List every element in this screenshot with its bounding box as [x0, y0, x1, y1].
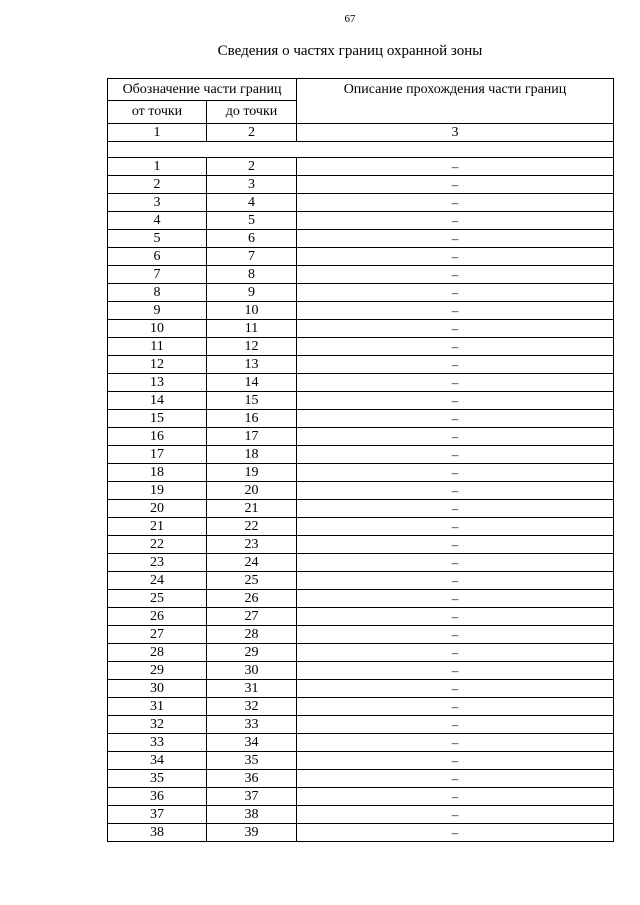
table-row: [108, 482, 614, 500]
to-point-cell: 9: [207, 284, 297, 302]
to-point-cell: 13: [207, 356, 297, 374]
to-point-cell: 29: [207, 644, 297, 662]
from-point-cell: 14: [108, 392, 207, 410]
description-cell: –: [297, 716, 614, 734]
from-point-cell: 2: [108, 176, 207, 194]
to-point-cell: 12: [207, 338, 297, 356]
description-cell: –: [297, 302, 614, 320]
table-row: [108, 770, 614, 788]
to-point-cell: 14: [207, 374, 297, 392]
header-to-point: до точки: [207, 101, 297, 124]
column-number-3: 3: [297, 124, 614, 142]
description-cell: –: [297, 770, 614, 788]
column-number-2: 2: [207, 124, 297, 142]
from-point-cell: 12: [108, 356, 207, 374]
from-point-cell: 10: [108, 320, 207, 338]
table-row: [108, 734, 614, 752]
description-cell: –: [297, 248, 614, 266]
table-row: [108, 536, 614, 554]
from-point-cell: 31: [108, 698, 207, 716]
column-number-1: 1: [108, 124, 207, 142]
to-point-cell: 32: [207, 698, 297, 716]
table-row: [108, 194, 614, 212]
description-cell: –: [297, 374, 614, 392]
from-point-cell: 15: [108, 410, 207, 428]
to-point-cell: 10: [207, 302, 297, 320]
description-cell: –: [297, 392, 614, 410]
description-cell: –: [297, 410, 614, 428]
to-point-cell: 39: [207, 824, 297, 842]
description-cell: –: [297, 500, 614, 518]
description-cell: –: [297, 320, 614, 338]
table-row: [108, 590, 614, 608]
description-cell: –: [297, 338, 614, 356]
table-row: [108, 500, 614, 518]
table-row: [108, 662, 614, 680]
table-row: [108, 752, 614, 770]
to-point-cell: 23: [207, 536, 297, 554]
table-row: [108, 572, 614, 590]
from-point-cell: 29: [108, 662, 207, 680]
from-point-cell: 26: [108, 608, 207, 626]
to-point-cell: 5: [207, 212, 297, 230]
description-cell: –: [297, 446, 614, 464]
description-cell: –: [297, 698, 614, 716]
to-point-cell: 38: [207, 806, 297, 824]
description-cell: –: [297, 356, 614, 374]
from-point-cell: 8: [108, 284, 207, 302]
from-point-cell: 7: [108, 266, 207, 284]
description-cell: –: [297, 734, 614, 752]
from-point-cell: 4: [108, 212, 207, 230]
from-point-cell: 3: [108, 194, 207, 212]
table-row: [108, 680, 614, 698]
table-row: [108, 230, 614, 248]
from-point-cell: 22: [108, 536, 207, 554]
from-point-cell: 21: [108, 518, 207, 536]
description-cell: –: [297, 482, 614, 500]
description-cell: –: [297, 176, 614, 194]
from-point-cell: 24: [108, 572, 207, 590]
table-row: [108, 266, 614, 284]
to-point-cell: 19: [207, 464, 297, 482]
from-point-cell: 16: [108, 428, 207, 446]
table-row: [108, 338, 614, 356]
description-cell: –: [297, 824, 614, 842]
from-point-cell: 13: [108, 374, 207, 392]
to-point-cell: 4: [207, 194, 297, 212]
to-point-cell: 21: [207, 500, 297, 518]
to-point-cell: 6: [207, 230, 297, 248]
from-point-cell: 11: [108, 338, 207, 356]
description-cell: –: [297, 572, 614, 590]
to-point-cell: 25: [207, 572, 297, 590]
description-cell: –: [297, 608, 614, 626]
to-point-cell: 30: [207, 662, 297, 680]
to-point-cell: 34: [207, 734, 297, 752]
table-row: [108, 302, 614, 320]
description-cell: –: [297, 158, 614, 176]
description-cell: –: [297, 752, 614, 770]
description-cell: –: [297, 536, 614, 554]
from-point-cell: 18: [108, 464, 207, 482]
table-row: [108, 284, 614, 302]
table-row: [108, 698, 614, 716]
to-point-cell: 2: [207, 158, 297, 176]
from-point-cell: 30: [108, 680, 207, 698]
from-point-cell: 38: [108, 824, 207, 842]
table-row: [108, 644, 614, 662]
description-cell: –: [297, 518, 614, 536]
to-point-cell: 31: [207, 680, 297, 698]
from-point-cell: 6: [108, 248, 207, 266]
header-from-point: от точки: [108, 101, 207, 124]
from-point-cell: 27: [108, 626, 207, 644]
to-point-cell: 16: [207, 410, 297, 428]
boundary-parts-table: [107, 78, 614, 842]
description-cell: –: [297, 212, 614, 230]
from-point-cell: 36: [108, 788, 207, 806]
from-point-cell: 33: [108, 734, 207, 752]
header-boundary-description: Описание прохождения части границ: [297, 79, 614, 124]
from-point-cell: 34: [108, 752, 207, 770]
table-row: [108, 392, 614, 410]
table-row: [108, 428, 614, 446]
from-point-cell: 5: [108, 230, 207, 248]
table-row: [108, 824, 614, 842]
from-point-cell: 35: [108, 770, 207, 788]
to-point-cell: 7: [207, 248, 297, 266]
description-cell: –: [297, 464, 614, 482]
from-point-cell: 1: [108, 158, 207, 176]
from-point-cell: 20: [108, 500, 207, 518]
from-point-cell: 17: [108, 446, 207, 464]
to-point-cell: 26: [207, 590, 297, 608]
to-point-cell: 37: [207, 788, 297, 806]
table-row: [108, 716, 614, 734]
table-row: [108, 518, 614, 536]
description-cell: –: [297, 284, 614, 302]
to-point-cell: 20: [207, 482, 297, 500]
description-cell: –: [297, 230, 614, 248]
to-point-cell: 27: [207, 608, 297, 626]
table-row: [108, 212, 614, 230]
to-point-cell: 35: [207, 752, 297, 770]
table-row: [108, 374, 614, 392]
to-point-cell: 22: [207, 518, 297, 536]
from-point-cell: 9: [108, 302, 207, 320]
table-row: [108, 788, 614, 806]
description-cell: –: [297, 266, 614, 284]
to-point-cell: 11: [207, 320, 297, 338]
from-point-cell: 19: [108, 482, 207, 500]
table-row: [108, 176, 614, 194]
table-row: [108, 158, 614, 176]
table-row: [108, 626, 614, 644]
to-point-cell: 15: [207, 392, 297, 410]
to-point-cell: 8: [207, 266, 297, 284]
to-point-cell: 17: [207, 428, 297, 446]
table-row: [108, 248, 614, 266]
spacer-row: [108, 142, 614, 158]
page-number: 67: [344, 13, 356, 25]
from-point-cell: 25: [108, 590, 207, 608]
table-row: [108, 464, 614, 482]
table-row: [108, 356, 614, 374]
to-point-cell: 18: [207, 446, 297, 464]
description-cell: –: [297, 626, 614, 644]
to-point-cell: 28: [207, 626, 297, 644]
table-row: [108, 320, 614, 338]
to-point-cell: 24: [207, 554, 297, 572]
to-point-cell: 3: [207, 176, 297, 194]
table-row: [108, 446, 614, 464]
description-cell: –: [297, 680, 614, 698]
table-row: [108, 608, 614, 626]
from-point-cell: 28: [108, 644, 207, 662]
description-cell: –: [297, 644, 614, 662]
page-title: Сведения о частях границ охранной зоны: [217, 43, 483, 59]
to-point-cell: 36: [207, 770, 297, 788]
description-cell: –: [297, 662, 614, 680]
from-point-cell: 32: [108, 716, 207, 734]
header-boundary-designation: Обозначение части границ: [108, 79, 297, 101]
description-cell: –: [297, 788, 614, 806]
description-cell: –: [297, 554, 614, 572]
table-row: [108, 410, 614, 428]
from-point-cell: 23: [108, 554, 207, 572]
table-row: [108, 554, 614, 572]
description-cell: –: [297, 428, 614, 446]
description-cell: –: [297, 590, 614, 608]
description-cell: –: [297, 806, 614, 824]
table-row: [108, 806, 614, 824]
from-point-cell: 37: [108, 806, 207, 824]
to-point-cell: 33: [207, 716, 297, 734]
description-cell: –: [297, 194, 614, 212]
